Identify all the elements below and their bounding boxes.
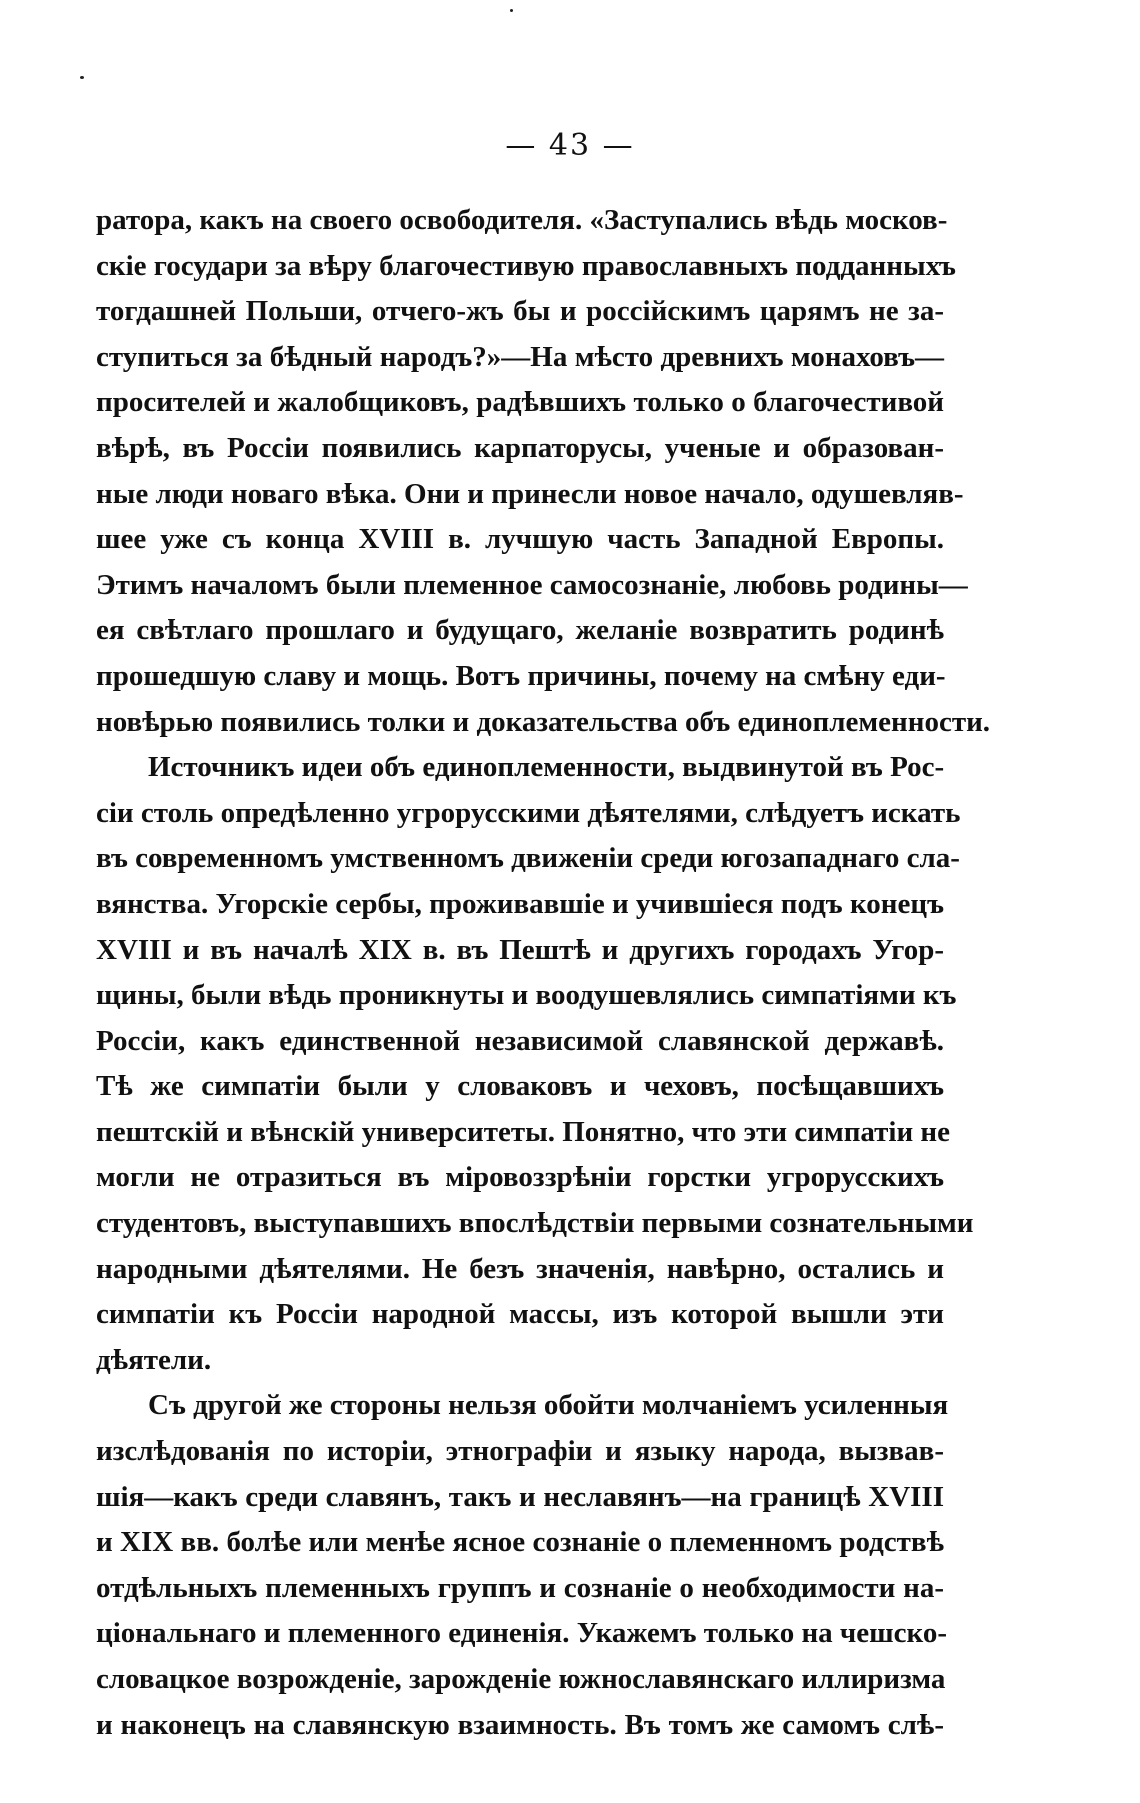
text-line: могли не отразиться въ міровоззрѣніи горстки угрорусскихъ [96,1161,944,1194]
text-line: прошедшую славу и мощь. Вотъ причины, почему на смѣну еди- [96,659,946,692]
text-line: въ современномъ умственномъ движеніи среди югозападнаго сла- [96,842,960,875]
scan-speck [80,76,84,79]
text-line: тогдашней Польши, отчего-жъ бы и россійскимъ царямъ не за- [96,295,944,328]
text-line: ратора, какъ на своего освободителя. «Заступались вѣдь москов- [96,204,948,236]
text-line: и наконецъ на славянскую взаимность. Въ томъ же самомъ слѣ- [96,1708,944,1741]
text-line: народными дѣятелями. Не безъ значенія, навѣрно, остались и [96,1252,944,1285]
text-line: шія—какъ среди славянъ, такъ и неславянъ—на границѣ XVIII [96,1480,944,1513]
text-line: вѣрѣ, въ Россіи появились карпаторусы, ученые и образован- [96,431,944,464]
text-line: отдѣльныхъ племенныхъ группъ и сознаніе о необходимости на- [96,1571,944,1604]
text-line: Россіи, какъ единственной независимой славянской державѣ. [96,1024,944,1057]
text-line: пештскій и вѣнскій университеты. Понятно, что эти симпатіи не [96,1115,950,1148]
text-line: ступиться за бѣдный народъ?»—На мѣсто древнихъ монаховъ— [96,340,944,373]
text-line: просителей и жалобщиковъ, радѣвшихъ только о благочестивой [96,386,944,419]
text-line: дѣятели. [96,1343,212,1376]
text-line: симпатіи къ Россіи народной массы, изъ которой вышли эти [96,1298,944,1331]
text-line: Источникъ идеи объ единоплеменности, выдвинутой въ Рос- [148,751,945,784]
page-number: — 43 — [505,128,635,163]
body-text [96,198,991,1748]
text-line: словацкое возрожденіе, зарожденіе южнославянскаго иллиризма [96,1663,946,1695]
text-line: сіи столь опредѣленно угрорусскими дѣятелями, слѣдуетъ искать [96,796,961,829]
text-line: и XIX вв. болѣе или менѣе ясное сознаніе о племенномъ родствѣ [96,1526,944,1559]
text-line: ные люди новаго вѣка. Они и принесли новое начало, одушевляв- [96,477,964,510]
text-line: вянства. Угорскіе сербы, проживавшіе и учившіеся подъ конецъ [96,887,944,920]
text-line: Съ другой же стороны нельзя обойти молчаніемъ усиленныя [148,1389,949,1422]
text-line: скіе государи за вѣру благочестивую православныхъ подданныхъ [96,249,956,282]
text-line: шее уже съ конца XVIII в. лучшую часть Западной Европы. [96,523,944,556]
scan-speck [510,9,513,12]
text-line: новѣрью появились толки и доказательства объ единоплеменности. [96,705,991,738]
text-line: ея свѣтлаго прошлаго и будущаго, желаніе возвратить родинѣ [96,614,944,647]
text-line: щины, были вѣдь проникнуты и воодушевлялись симпатіями къ [96,979,957,1012]
text-line: изслѣдованія по исторіи, этнографіи и языку народа, вызвав- [96,1435,944,1468]
text-line: XVIII и въ началѣ XIX в. въ Пештѣ и другихъ городахъ Угор- [96,933,944,966]
text-line: ціональнаго и племенного единенія. Укажемъ только на чешско- [96,1617,947,1650]
text-line: Этимъ началомъ были племенное самосознаніе, любовь родины— [96,568,968,601]
text-line: Тѣ же симпатіи были у словаковъ и чеховъ, посѣщавшихъ [96,1070,944,1103]
text-line: студентовъ, выступавшихъ впослѣдствіи первыми сознательными [96,1207,974,1240]
